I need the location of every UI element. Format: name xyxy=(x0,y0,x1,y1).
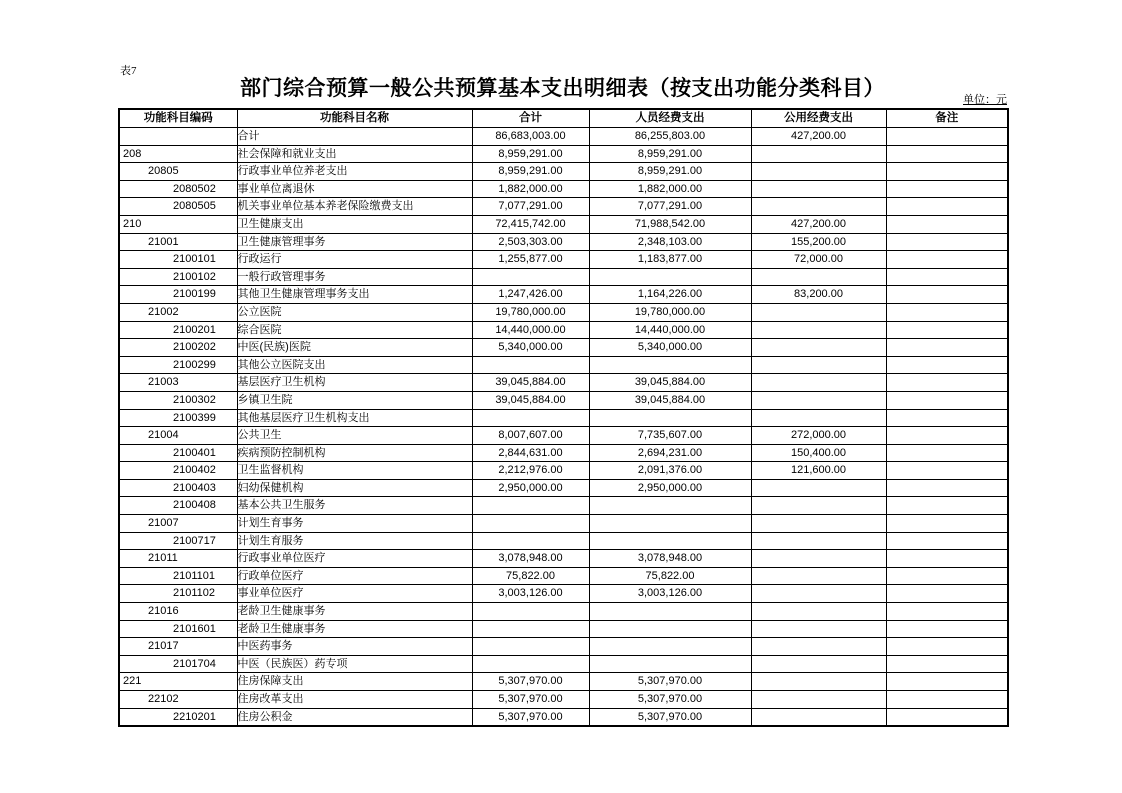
personnel-cell: 5,307,970.00 xyxy=(589,673,751,691)
code-cell: 2100102 xyxy=(119,268,237,286)
personnel-cell: 8,959,291.00 xyxy=(589,145,751,163)
personnel-cell: 86,255,803.00 xyxy=(589,128,751,146)
personnel-cell: 3,078,948.00 xyxy=(589,550,751,568)
public-cell xyxy=(751,620,886,638)
note-cell xyxy=(886,515,1008,533)
note-cell xyxy=(886,427,1008,445)
table-header-row xyxy=(119,109,1008,128)
personnel-cell: 1,164,226.00 xyxy=(589,286,751,304)
personnel-cell: 5,307,970.00 xyxy=(589,691,751,709)
name-cell: 综合医院 xyxy=(237,321,472,339)
total-cell: 39,045,884.00 xyxy=(472,391,589,409)
code-cell: 2100202 xyxy=(119,339,237,357)
note-cell xyxy=(886,708,1008,726)
personnel-cell: 8,959,291.00 xyxy=(589,163,751,181)
note-cell xyxy=(886,145,1008,163)
total-cell: 5,340,000.00 xyxy=(472,339,589,357)
code-cell: 21003 xyxy=(119,374,237,392)
personnel-cell: 5,340,000.00 xyxy=(589,339,751,357)
personnel-cell: 2,091,376.00 xyxy=(589,462,751,480)
table-row xyxy=(119,444,1008,462)
table-row xyxy=(119,655,1008,673)
table-row xyxy=(119,374,1008,392)
code-cell: 21017 xyxy=(119,638,237,656)
name-cell: 其他基层医疗卫生机构支出 xyxy=(237,409,472,427)
total-cell: 2,503,303.00 xyxy=(472,233,589,251)
table-body xyxy=(119,128,1008,727)
table-row xyxy=(119,708,1008,726)
table-row xyxy=(119,321,1008,339)
table-row xyxy=(119,303,1008,321)
name-cell: 计划生育事务 xyxy=(237,515,472,533)
personnel-cell xyxy=(589,515,751,533)
code-cell: 2100403 xyxy=(119,479,237,497)
code-cell: 2100201 xyxy=(119,321,237,339)
name-cell: 卫生健康支出 xyxy=(237,215,472,233)
code-cell: 21011 xyxy=(119,550,237,568)
name-cell: 机关事业单位基本养老保险缴费支出 xyxy=(237,198,472,216)
code-cell: 2101601 xyxy=(119,620,237,638)
table-row xyxy=(119,567,1008,585)
code-cell: 210 xyxy=(119,215,237,233)
public-cell xyxy=(751,356,886,374)
note-cell xyxy=(886,233,1008,251)
public-cell: 427,200.00 xyxy=(751,215,886,233)
personnel-cell: 39,045,884.00 xyxy=(589,374,751,392)
public-cell: 427,200.00 xyxy=(751,128,886,146)
public-cell xyxy=(751,638,886,656)
total-cell xyxy=(472,532,589,550)
personnel-cell xyxy=(589,655,751,673)
name-cell: 中医(民族)医院 xyxy=(237,339,472,357)
name-cell: 行政事业单位养老支出 xyxy=(237,163,472,181)
note-cell xyxy=(886,497,1008,515)
table-row xyxy=(119,427,1008,445)
table-row xyxy=(119,180,1008,198)
note-cell xyxy=(886,603,1008,621)
name-cell: 老龄卫生健康事务 xyxy=(237,603,472,621)
total-cell: 14,440,000.00 xyxy=(472,321,589,339)
total-cell xyxy=(472,638,589,656)
note-cell xyxy=(886,673,1008,691)
code-cell: 21007 xyxy=(119,515,237,533)
total-cell xyxy=(472,356,589,374)
table-row xyxy=(119,286,1008,304)
public-cell xyxy=(751,691,886,709)
table-row xyxy=(119,532,1008,550)
code-cell: 21002 xyxy=(119,303,237,321)
note-cell xyxy=(886,532,1008,550)
code-cell: 2210201 xyxy=(119,708,237,726)
table-row xyxy=(119,163,1008,181)
public-cell xyxy=(751,409,886,427)
public-cell: 155,200.00 xyxy=(751,233,886,251)
name-cell: 妇幼保健机构 xyxy=(237,479,472,497)
name-cell: 其他卫生健康管理事务支出 xyxy=(237,286,472,304)
name-cell: 公共卫生 xyxy=(237,427,472,445)
name-cell: 卫生健康管理事务 xyxy=(237,233,472,251)
total-cell: 5,307,970.00 xyxy=(472,673,589,691)
public-cell xyxy=(751,303,886,321)
table-row xyxy=(119,391,1008,409)
code-cell: 2100101 xyxy=(119,251,237,269)
table-row xyxy=(119,233,1008,251)
total-cell: 86,683,003.00 xyxy=(472,128,589,146)
name-cell: 老龄卫生健康事务 xyxy=(237,620,472,638)
note-cell xyxy=(886,550,1008,568)
personnel-cell xyxy=(589,356,751,374)
note-cell xyxy=(886,409,1008,427)
code-cell: 2101102 xyxy=(119,585,237,603)
public-cell xyxy=(751,567,886,585)
name-cell: 中医药事务 xyxy=(237,638,472,656)
table-row xyxy=(119,198,1008,216)
code-cell: 2100408 xyxy=(119,497,237,515)
public-cell xyxy=(751,655,886,673)
public-cell: 272,000.00 xyxy=(751,427,886,445)
public-cell: 150,400.00 xyxy=(751,444,886,462)
table-row xyxy=(119,479,1008,497)
name-cell: 行政事业单位医疗 xyxy=(237,550,472,568)
total-cell: 8,007,607.00 xyxy=(472,427,589,445)
public-cell xyxy=(751,585,886,603)
note-cell xyxy=(886,391,1008,409)
code-cell: 208 xyxy=(119,145,237,163)
name-cell: 住房保障支出 xyxy=(237,673,472,691)
total-cell: 7,077,291.00 xyxy=(472,198,589,216)
code-cell: 2080505 xyxy=(119,198,237,216)
note-cell xyxy=(886,638,1008,656)
public-cell xyxy=(751,374,886,392)
table-row xyxy=(119,409,1008,427)
note-cell xyxy=(886,585,1008,603)
note-cell xyxy=(886,339,1008,357)
table-row xyxy=(119,339,1008,357)
code-cell: 2100401 xyxy=(119,444,237,462)
budget-table xyxy=(118,108,1009,727)
total-cell: 5,307,970.00 xyxy=(472,691,589,709)
note-cell xyxy=(886,620,1008,638)
note-cell xyxy=(886,251,1008,269)
table-row xyxy=(119,550,1008,568)
name-cell: 基层医疗卫生机构 xyxy=(237,374,472,392)
name-cell: 事业单位离退休 xyxy=(237,180,472,198)
public-cell xyxy=(751,497,886,515)
column-header-personnel: 人员经费支出 xyxy=(589,109,751,128)
code-cell: 22102 xyxy=(119,691,237,709)
total-cell: 2,212,976.00 xyxy=(472,462,589,480)
name-cell: 住房公积金 xyxy=(237,708,472,726)
total-cell: 2,844,631.00 xyxy=(472,444,589,462)
note-cell xyxy=(886,303,1008,321)
column-header-public: 公用经费支出 xyxy=(751,109,886,128)
total-cell xyxy=(472,603,589,621)
note-cell xyxy=(886,691,1008,709)
personnel-cell xyxy=(589,497,751,515)
code-cell: 2100399 xyxy=(119,409,237,427)
note-cell xyxy=(886,356,1008,374)
public-cell xyxy=(751,339,886,357)
note-cell xyxy=(886,286,1008,304)
public-cell: 121,600.00 xyxy=(751,462,886,480)
personnel-cell: 3,003,126.00 xyxy=(589,585,751,603)
public-cell xyxy=(751,532,886,550)
public-cell xyxy=(751,180,886,198)
total-cell xyxy=(472,620,589,638)
code-cell xyxy=(119,128,237,146)
personnel-cell xyxy=(589,620,751,638)
table-row xyxy=(119,673,1008,691)
total-cell xyxy=(472,497,589,515)
public-cell xyxy=(751,479,886,497)
public-cell xyxy=(751,515,886,533)
personnel-cell: 1,882,000.00 xyxy=(589,180,751,198)
name-cell: 住房改革支出 xyxy=(237,691,472,709)
public-cell xyxy=(751,321,886,339)
total-cell: 1,247,426.00 xyxy=(472,286,589,304)
public-cell: 83,200.00 xyxy=(751,286,886,304)
table-row xyxy=(119,638,1008,656)
personnel-cell: 1,183,877.00 xyxy=(589,251,751,269)
personnel-cell: 39,045,884.00 xyxy=(589,391,751,409)
note-cell xyxy=(886,198,1008,216)
personnel-cell: 19,780,000.00 xyxy=(589,303,751,321)
public-cell: 72,000.00 xyxy=(751,251,886,269)
note-cell xyxy=(886,444,1008,462)
note-cell xyxy=(886,268,1008,286)
note-cell xyxy=(886,567,1008,585)
column-header-code: 功能科目编码 xyxy=(119,109,237,128)
personnel-cell xyxy=(589,268,751,286)
personnel-cell xyxy=(589,532,751,550)
public-cell xyxy=(751,163,886,181)
table-row xyxy=(119,691,1008,709)
personnel-cell: 75,822.00 xyxy=(589,567,751,585)
note-cell xyxy=(886,321,1008,339)
name-cell: 基本公共卫生服务 xyxy=(237,497,472,515)
personnel-cell: 2,950,000.00 xyxy=(589,479,751,497)
total-cell xyxy=(472,268,589,286)
name-cell: 一般行政管理事务 xyxy=(237,268,472,286)
name-cell: 行政运行 xyxy=(237,251,472,269)
table-row xyxy=(119,585,1008,603)
personnel-cell xyxy=(589,409,751,427)
note-cell xyxy=(886,163,1008,181)
column-header-note: 备注 xyxy=(886,109,1008,128)
code-cell: 2101704 xyxy=(119,655,237,673)
public-cell xyxy=(751,198,886,216)
personnel-cell: 71,988,542.00 xyxy=(589,215,751,233)
name-cell: 其他公立医院支出 xyxy=(237,356,472,374)
code-cell: 221 xyxy=(119,673,237,691)
note-cell xyxy=(886,374,1008,392)
personnel-cell: 14,440,000.00 xyxy=(589,321,751,339)
code-cell: 2080502 xyxy=(119,180,237,198)
table-row xyxy=(119,145,1008,163)
table-row xyxy=(119,603,1008,621)
name-cell: 计划生育服务 xyxy=(237,532,472,550)
personnel-cell: 7,077,291.00 xyxy=(589,198,751,216)
public-cell xyxy=(751,673,886,691)
total-cell: 8,959,291.00 xyxy=(472,145,589,163)
code-cell: 20805 xyxy=(119,163,237,181)
table-row xyxy=(119,215,1008,233)
total-cell: 1,882,000.00 xyxy=(472,180,589,198)
note-cell xyxy=(886,655,1008,673)
total-cell: 3,003,126.00 xyxy=(472,585,589,603)
name-cell: 疾病预防控制机构 xyxy=(237,444,472,462)
code-cell: 2100299 xyxy=(119,356,237,374)
public-cell xyxy=(751,550,886,568)
code-cell: 2100402 xyxy=(119,462,237,480)
note-cell xyxy=(886,479,1008,497)
total-cell xyxy=(472,409,589,427)
table-row xyxy=(119,251,1008,269)
total-cell: 5,307,970.00 xyxy=(472,708,589,726)
total-cell: 1,255,877.00 xyxy=(472,251,589,269)
personnel-cell: 2,694,231.00 xyxy=(589,444,751,462)
table-row xyxy=(119,268,1008,286)
table-row xyxy=(119,356,1008,374)
public-cell xyxy=(751,708,886,726)
public-cell xyxy=(751,603,886,621)
total-cell: 19,780,000.00 xyxy=(472,303,589,321)
name-cell: 中医（民族医）药专项 xyxy=(237,655,472,673)
name-cell: 行政单位医疗 xyxy=(237,567,472,585)
code-cell: 2101101 xyxy=(119,567,237,585)
code-cell: 2100717 xyxy=(119,532,237,550)
page-title: 部门综合预算一般公共预算基本支出明细表（按支出功能分类科目） xyxy=(240,77,885,100)
personnel-cell: 5,307,970.00 xyxy=(589,708,751,726)
name-cell: 事业单位医疗 xyxy=(237,585,472,603)
total-cell: 8,959,291.00 xyxy=(472,163,589,181)
sheet-label: 表7 xyxy=(120,65,137,77)
code-cell: 21001 xyxy=(119,233,237,251)
code-cell: 2100199 xyxy=(119,286,237,304)
total-cell: 75,822.00 xyxy=(472,567,589,585)
table-row xyxy=(119,515,1008,533)
personnel-cell xyxy=(589,638,751,656)
total-cell xyxy=(472,655,589,673)
table-row xyxy=(119,128,1008,146)
personnel-cell: 2,348,103.00 xyxy=(589,233,751,251)
total-cell xyxy=(472,515,589,533)
unit-label: 单位：元 xyxy=(963,94,1007,106)
table-row xyxy=(119,462,1008,480)
code-cell: 21004 xyxy=(119,427,237,445)
name-cell: 社会保障和就业支出 xyxy=(237,145,472,163)
name-cell: 乡镇卫生院 xyxy=(237,391,472,409)
personnel-cell: 7,735,607.00 xyxy=(589,427,751,445)
column-header-name: 功能科目名称 xyxy=(237,109,472,128)
total-cell: 2,950,000.00 xyxy=(472,479,589,497)
name-cell: 合计 xyxy=(237,128,472,146)
column-header-total: 合计 xyxy=(472,109,589,128)
note-cell xyxy=(886,462,1008,480)
public-cell xyxy=(751,391,886,409)
note-cell xyxy=(886,128,1008,146)
note-cell xyxy=(886,215,1008,233)
total-cell: 72,415,742.00 xyxy=(472,215,589,233)
public-cell xyxy=(751,268,886,286)
total-cell: 3,078,948.00 xyxy=(472,550,589,568)
total-cell: 39,045,884.00 xyxy=(472,374,589,392)
table-row xyxy=(119,497,1008,515)
code-cell: 2100302 xyxy=(119,391,237,409)
name-cell: 卫生监督机构 xyxy=(237,462,472,480)
name-cell: 公立医院 xyxy=(237,303,472,321)
personnel-cell xyxy=(589,603,751,621)
code-cell: 21016 xyxy=(119,603,237,621)
public-cell xyxy=(751,145,886,163)
table-row xyxy=(119,620,1008,638)
note-cell xyxy=(886,180,1008,198)
